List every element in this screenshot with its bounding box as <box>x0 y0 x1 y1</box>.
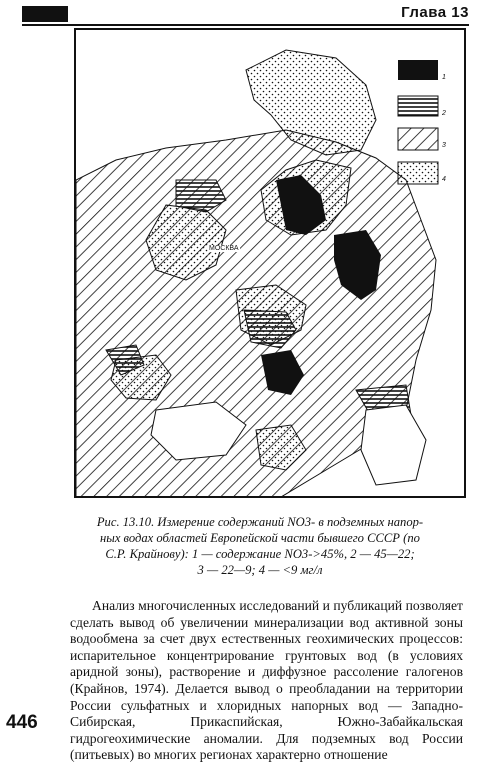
legend-swatch-3 <box>398 128 438 150</box>
legend-label-4: 4 <box>442 176 446 183</box>
body-paragraph: Анализ многочисленных исследований и публикаций позволяет сделать вывод об увеличении минерализации вод активной зоны водообмена за счет двух естественных геохимических процессов: испарительное концентрирование грунтовых вод (в условиях аридной зоны), растворение и диффузное рассоление галогенов (Крайнов, 1974). Делается вывод о преобладании на территории России сульфатных и хлоридных напорных вод — Западно-Сибирская, Прикаспийская, Южно-Забайкальская гидрогеохимические аномалии. Для подземных вод России (питьевых) во многих регионах характерно отношение <box>70 598 463 763</box>
legend-label-2: 2 <box>442 110 446 117</box>
moscow-label: МОСКВА <box>209 245 239 252</box>
figure-caption <box>60 514 460 578</box>
body-text <box>70 598 463 764</box>
chapter-title: Глава 13 <box>401 4 469 21</box>
legend-swatch-2 <box>398 96 438 116</box>
map-svg <box>76 30 466 498</box>
page-number: 446 <box>6 712 38 733</box>
caption-line-2: ных водах областей Европейской части бывшего СССР (по <box>100 531 420 545</box>
legend-label-1: 1 <box>442 74 446 81</box>
legend-swatch-1 <box>398 60 438 80</box>
map-figure <box>74 28 466 498</box>
caption-line-1: Рис. 13.10. Измерение содержаний NO3- в подземных напор- <box>96 515 424 529</box>
caption-line-3: С.Р. Крайнову): 1 — содержание NO3->45%, 2 — 45—22; <box>105 547 415 561</box>
caspian-sea <box>361 405 426 485</box>
header-rule <box>22 24 469 26</box>
legend-swatch-4 <box>398 162 438 184</box>
legend-label-3: 3 <box>442 142 446 149</box>
header-black-bar <box>22 6 68 22</box>
caption-line-4: 3 — 22—9; 4 — <9 мг/л <box>197 563 323 577</box>
